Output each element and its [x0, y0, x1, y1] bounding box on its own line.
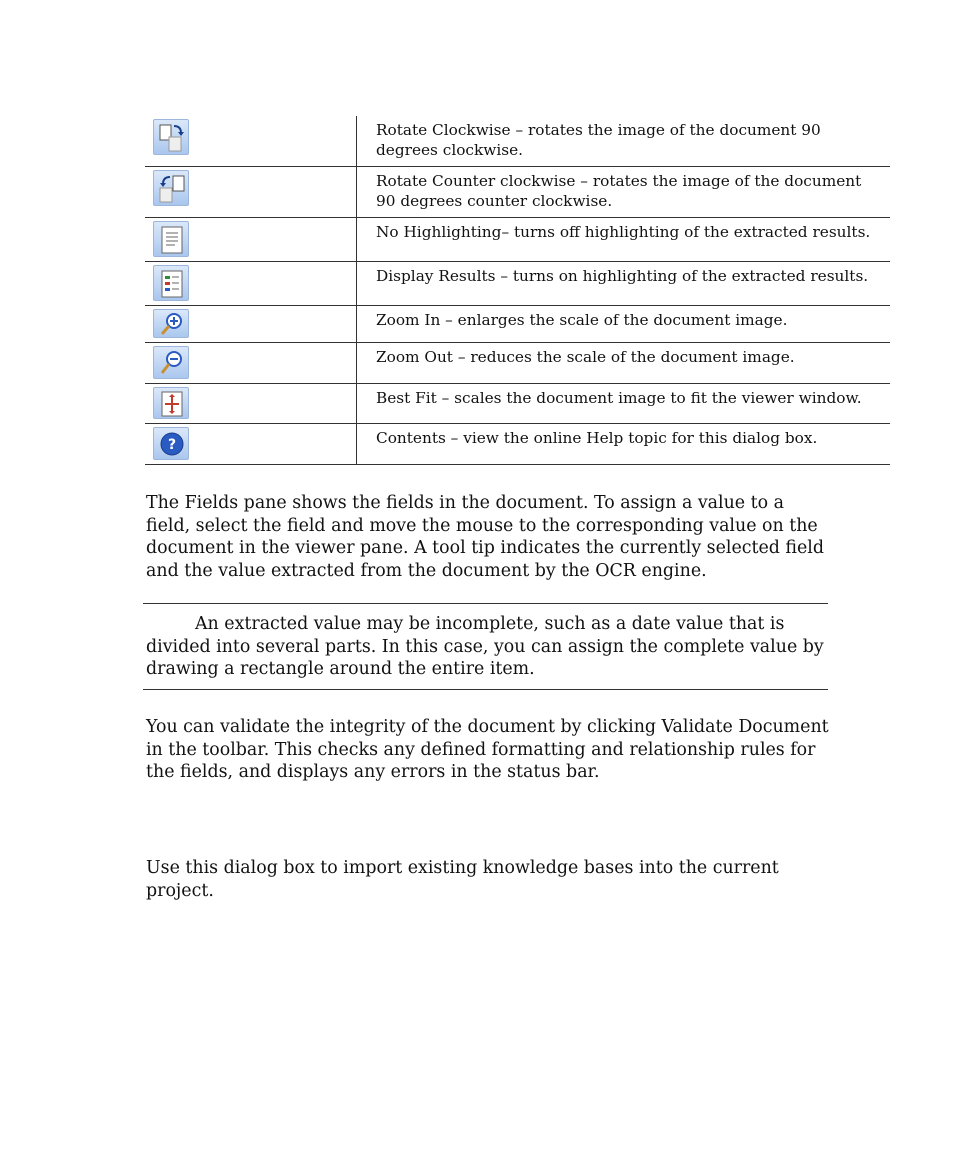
note-text: An extracted value may be incomplete, such as a date value that is divided into several parts. In this case, you can assign the complete value by drawing a rectangle around the entire item.	[146, 614, 824, 680]
table-row	[145, 424, 890, 465]
fields-pane-paragraph: The Fields pane shows the fields in the document. To assign a value to a field, select the field and move the mouse to the corresponding value on the document in the viewer pane. A tool tip indicates the currently selected field and the value extracted from the document by the OCR engine.	[146, 493, 825, 581]
row-description: Best Fit – scales the document image to fit the viewer window.	[376, 389, 862, 407]
zoom-in-icon	[153, 309, 189, 338]
table-row	[145, 116, 890, 167]
row-description: Zoom In – enlarges the scale of the document image.	[376, 311, 788, 329]
row-description: Display Results – turns on highlighting of the extracted results.	[376, 267, 869, 285]
import-dialog-paragraph: Use this dialog box to import existing knowledge bases into the current project.	[146, 858, 779, 901]
row-description: Contents – view the online Help topic for this dialog box.	[376, 429, 818, 447]
rotate-counter-clockwise-icon	[153, 170, 189, 206]
display-results-icon	[153, 265, 189, 301]
table-row	[145, 167, 890, 218]
validate-paragraph: You can validate the integrity of the document by clicking Validate Document in the toolbar. This checks any defined formatting and relationship rules for the fields, and displays any errors in the status bar.	[146, 717, 829, 783]
table-row	[145, 306, 890, 343]
note-box	[143, 603, 828, 690]
best-fit-icon	[153, 387, 189, 419]
table-row	[145, 262, 890, 306]
toolbar-button-table	[145, 116, 890, 465]
table-row	[145, 384, 890, 424]
row-description: Rotate Counter clockwise – rotates the image of the document 90 degrees counter clockwise.	[376, 172, 862, 210]
row-description: Rotate Clockwise – rotates the image of the document 90 degrees clockwise.	[376, 121, 821, 159]
table-row	[145, 343, 890, 384]
rotate-clockwise-icon	[153, 119, 189, 155]
row-description: No Highlighting– turns off highlighting of the extracted results.	[376, 223, 871, 241]
zoom-out-icon	[153, 346, 189, 379]
no-highlighting-icon	[153, 221, 189, 257]
help-contents-icon	[153, 427, 189, 460]
table-row	[145, 218, 890, 262]
svg-text:?: ?	[167, 437, 177, 453]
row-description: Zoom Out – reduces the scale of the document image.	[376, 348, 795, 366]
